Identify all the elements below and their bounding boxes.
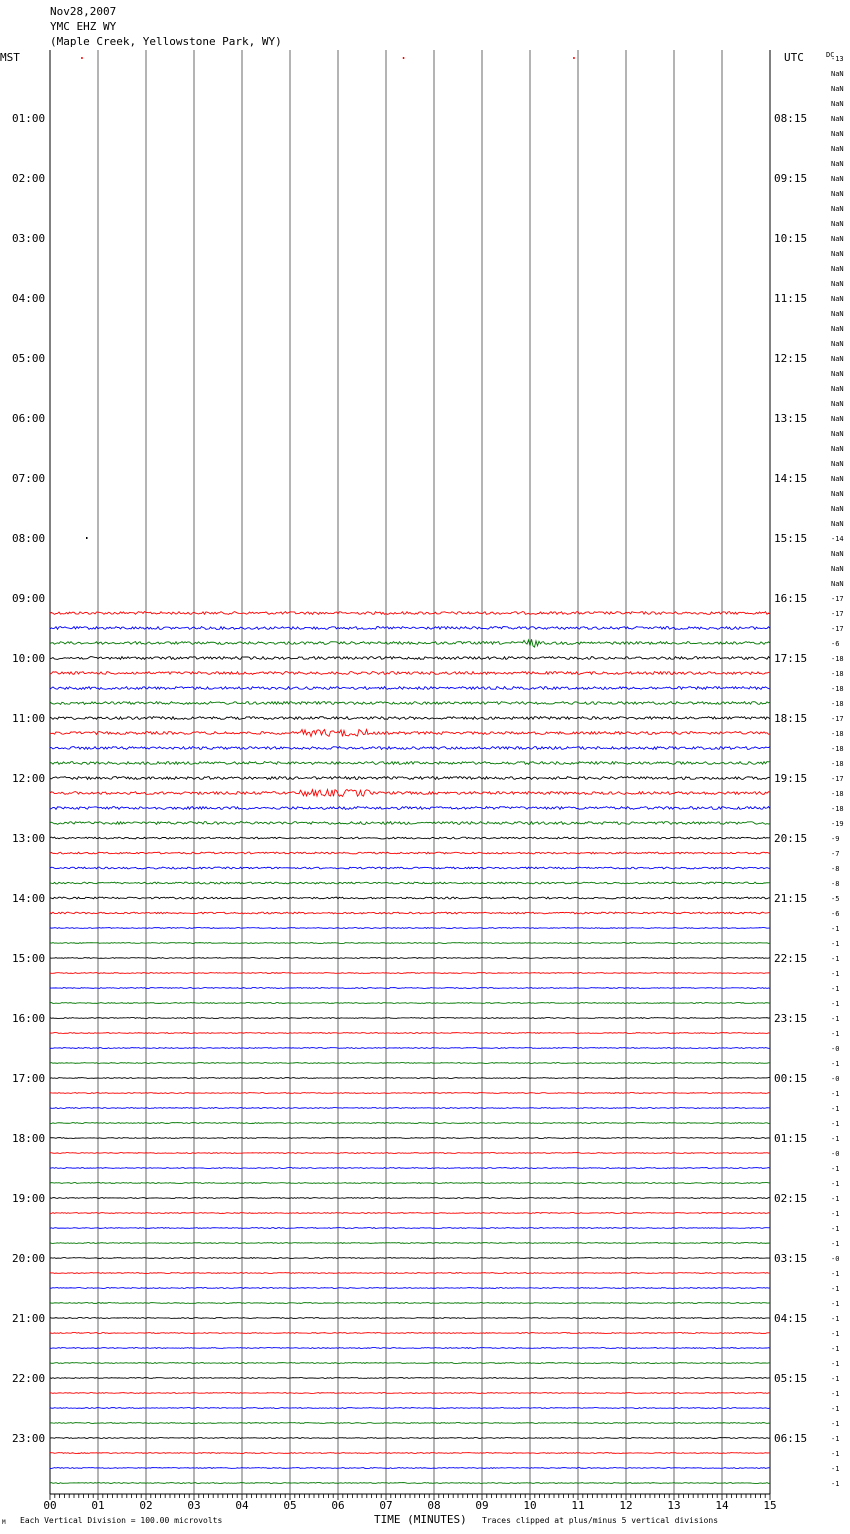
utc-hour-label: 04:15 <box>774 1312 808 1325</box>
row-offset-label: -17 <box>831 595 844 603</box>
row-offset-label: NaN <box>831 520 844 528</box>
row-offset-label: NaN <box>831 100 844 108</box>
row-offset-label: NaN <box>831 460 844 468</box>
trace-line <box>50 1093 770 1094</box>
row-offset-label: NaN <box>831 310 844 318</box>
trace-line <box>50 657 770 660</box>
trace-line <box>50 1198 770 1199</box>
trace-line <box>50 687 770 690</box>
trace-line <box>50 1018 770 1019</box>
row-offset-label: -18 <box>831 670 844 678</box>
trace-line <box>50 1288 770 1289</box>
row-offset-label: -9 <box>831 835 840 843</box>
trace-line <box>50 837 770 839</box>
utc-hour-label: 05:15 <box>774 1372 808 1385</box>
row-offset-label: -1 <box>831 1240 840 1248</box>
trace-line <box>50 1213 770 1214</box>
x-tick-label: 06 <box>331 1499 345 1512</box>
row-offset-label: NaN <box>831 400 844 408</box>
row-offset-label: -18 <box>831 805 844 813</box>
row-offset-label: NaN <box>831 70 844 78</box>
row-offset-label: -1 <box>831 1060 840 1068</box>
utc-hour-label: 22:15 <box>774 952 808 965</box>
trace-line <box>50 1183 770 1184</box>
mst-hour-label: 02:00 <box>12 172 46 185</box>
x-tick-label: 01 <box>91 1499 105 1512</box>
trace-line <box>50 789 770 796</box>
trace-line <box>50 672 770 675</box>
row-offset-label: -14 <box>831 535 844 543</box>
row-offset-label: -8 <box>831 880 840 888</box>
row-offset-label: -1 <box>831 1120 840 1128</box>
header-location: (Maple Creek, Yellowstone Park, WY) <box>50 35 282 48</box>
utc-hour-label: 08:15 <box>774 112 808 125</box>
trace-line <box>50 943 770 944</box>
trace-line <box>50 1078 770 1079</box>
footer-mark: M <box>2 1519 6 1526</box>
x-tick-label: 08 <box>427 1499 441 1512</box>
mst-hour-label: 21:00 <box>12 1312 46 1325</box>
trace-line <box>50 1363 770 1364</box>
mst-hour-label: 18:00 <box>12 1132 46 1145</box>
trace-line <box>50 762 770 765</box>
utc-hour-label: 15:15 <box>774 532 808 545</box>
trace-dot <box>403 57 405 59</box>
trace-line <box>50 747 770 750</box>
row-offset-label: -5 <box>831 895 840 903</box>
row-offset-label: -1 <box>831 1270 840 1278</box>
mst-hour-label: 11:00 <box>12 712 46 725</box>
mst-hour-label: 07:00 <box>12 472 46 485</box>
trace-line <box>50 882 770 884</box>
row-offset-label: NaN <box>831 430 844 438</box>
row-offset-label: -1 <box>831 985 840 993</box>
x-tick-label: 03 <box>187 1499 201 1512</box>
row-offset-label: -1 <box>831 1465 840 1473</box>
trace-line <box>50 612 770 615</box>
row-offset-label: NaN <box>831 325 844 333</box>
row-offset-label: -0 <box>831 1255 840 1263</box>
trace-line <box>50 1108 770 1109</box>
x-tick-label: 11 <box>571 1499 585 1512</box>
trace-line <box>50 1423 770 1424</box>
mst-hour-label: 08:00 <box>12 532 46 545</box>
mst-hour-label: 19:00 <box>12 1192 46 1205</box>
offset-column-label: DC <box>826 51 835 59</box>
x-tick-label: 12 <box>619 1499 633 1512</box>
row-offset-label: NaN <box>831 490 844 498</box>
trace-line <box>50 1003 770 1004</box>
trace-line <box>50 867 770 869</box>
row-offset-label: -17 <box>831 625 844 633</box>
mst-hour-label: 17:00 <box>12 1072 46 1085</box>
row-offset-label: -17 <box>831 715 844 723</box>
mst-hour-label: 06:00 <box>12 412 46 425</box>
row-offset-label: -1 <box>831 1225 840 1233</box>
utc-hour-label: 17:15 <box>774 652 808 665</box>
row-offset-label: NaN <box>831 145 844 153</box>
trace-line <box>50 639 770 647</box>
trace-line <box>50 1048 770 1049</box>
trace-dot <box>86 537 88 539</box>
row-offset-label: -1 <box>831 1345 840 1353</box>
row-offset-label: -1 <box>831 1480 840 1488</box>
row-offset-label: -1 <box>831 1090 840 1098</box>
row-offset-label: -7 <box>831 850 840 858</box>
row-offset-label: NaN <box>831 265 844 273</box>
utc-hour-label: 16:15 <box>774 592 808 605</box>
mst-hour-label: 12:00 <box>12 772 46 785</box>
row-offset-label: NaN <box>831 115 844 123</box>
trace-line <box>50 1123 770 1124</box>
utc-hour-label: 21:15 <box>774 892 808 905</box>
utc-hour-label: 23:15 <box>774 1012 808 1025</box>
plot-grid <box>50 50 770 1500</box>
trace-line <box>50 1483 770 1484</box>
trace-line <box>50 1153 770 1154</box>
row-offset-label: -1 <box>831 1210 840 1218</box>
x-tick-label: 02 <box>139 1499 153 1512</box>
row-offset-label: NaN <box>831 445 844 453</box>
row-offset-label: NaN <box>831 160 844 168</box>
row-offset-label: -0 <box>831 1075 840 1083</box>
mst-hour-label: 13:00 <box>12 832 46 845</box>
trace-line <box>50 1258 770 1259</box>
row-offset-label: -18 <box>831 685 844 693</box>
mst-hour-label: 09:00 <box>12 592 46 605</box>
x-tick-label: 05 <box>283 1499 297 1512</box>
row-offset-label: -1 <box>831 1435 840 1443</box>
footer-clip-note: Traces clipped at plus/minus 5 vertical divisions <box>482 1516 719 1525</box>
trace-line <box>50 912 770 914</box>
row-offset-label: NaN <box>831 565 844 573</box>
trace-line <box>50 1168 770 1169</box>
mst-hour-label: 14:00 <box>12 892 46 905</box>
row-offset-label: -17 <box>831 775 844 783</box>
x-tick-label: 13 <box>667 1499 681 1512</box>
row-offset-label: -1 <box>831 1375 840 1383</box>
row-offset-label: NaN <box>831 280 844 288</box>
trace-line <box>50 1348 770 1349</box>
row-offset-label: -13 <box>831 55 844 63</box>
trace-line <box>50 1303 770 1304</box>
row-offset-label: NaN <box>831 385 844 393</box>
row-offset-label: NaN <box>831 550 844 558</box>
row-offset-label: NaN <box>831 220 844 228</box>
trace-dot <box>573 57 575 59</box>
row-offset-label: -1 <box>831 940 840 948</box>
row-offset-label: NaN <box>831 370 844 378</box>
mst-axis-label: MST <box>0 51 20 64</box>
mst-hour-label: 10:00 <box>12 652 46 665</box>
trace-line <box>50 807 770 810</box>
utc-hour-label: 14:15 <box>774 472 808 485</box>
trace-line <box>50 973 770 974</box>
seismic-traces <box>50 57 770 1483</box>
row-offset-label: NaN <box>831 85 844 93</box>
row-offset-label: -0 <box>831 1045 840 1053</box>
trace-line <box>50 958 770 959</box>
trace-line <box>50 1393 770 1394</box>
row-offset-label: -1 <box>831 1420 840 1428</box>
trace-line <box>50 1378 770 1379</box>
row-offset-label: -1 <box>831 1030 840 1038</box>
row-offset-label: -1 <box>831 1285 840 1293</box>
trace-line <box>50 1063 770 1064</box>
row-offset-label: NaN <box>831 250 844 258</box>
row-offset-label: NaN <box>831 190 844 198</box>
row-offset-label: -1 <box>831 1300 840 1308</box>
row-offset-label: NaN <box>831 580 844 588</box>
utc-hour-label: 13:15 <box>774 412 808 425</box>
row-offset-label: -1 <box>831 1315 840 1323</box>
x-tick-label: 09 <box>475 1499 489 1512</box>
x-axis-title: TIME (MINUTES) <box>374 1513 467 1526</box>
mst-hour-label: 22:00 <box>12 1372 46 1385</box>
trace-line <box>50 1228 770 1229</box>
x-tick-label: 10 <box>523 1499 537 1512</box>
x-tick-label: 15 <box>763 1499 777 1512</box>
row-offset-label: -1 <box>831 1360 840 1368</box>
axis-labels <box>0 51 844 1526</box>
row-offset-label: -1 <box>831 1450 840 1458</box>
mst-hour-label: 23:00 <box>12 1432 46 1445</box>
trace-line <box>50 852 770 854</box>
trace-line <box>50 1138 770 1139</box>
trace-line <box>50 1273 770 1274</box>
row-offset-label: -1 <box>831 955 840 963</box>
trace-line <box>50 1468 770 1469</box>
row-offset-label: -18 <box>831 790 844 798</box>
row-offset-label: -1 <box>831 1135 840 1143</box>
utc-hour-label: 02:15 <box>774 1192 808 1205</box>
trace-line <box>50 1243 770 1244</box>
trace-line <box>50 717 770 720</box>
trace-line <box>50 897 770 899</box>
trace-line <box>50 928 770 929</box>
utc-hour-label: 18:15 <box>774 712 808 725</box>
trace-line <box>50 1453 770 1454</box>
mst-hour-label: 04:00 <box>12 292 46 305</box>
row-offset-label: -19 <box>831 820 844 828</box>
row-offset-label: NaN <box>831 340 844 348</box>
x-tick-label: 00 <box>43 1499 57 1512</box>
row-offset-label: -18 <box>831 760 844 768</box>
utc-axis-label: UTC <box>784 51 804 64</box>
row-offset-label: NaN <box>831 415 844 423</box>
row-offset-label: -18 <box>831 745 844 753</box>
utc-hour-label: 01:15 <box>774 1132 808 1145</box>
trace-line <box>50 1318 770 1319</box>
trace-line <box>50 1438 770 1439</box>
row-offset-label: -18 <box>831 730 844 738</box>
row-offset-label: -1 <box>831 1000 840 1008</box>
row-offset-label: -1 <box>831 1195 840 1203</box>
row-offset-label: NaN <box>831 355 844 363</box>
row-offset-label: NaN <box>831 235 844 243</box>
mst-hour-label: 15:00 <box>12 952 46 965</box>
row-offset-label: NaN <box>831 175 844 183</box>
row-offset-label: -6 <box>831 910 840 918</box>
row-offset-label: -1 <box>831 1405 840 1413</box>
trace-line <box>50 702 770 705</box>
row-offset-label: -1 <box>831 1165 840 1173</box>
row-offset-label: -0 <box>831 1150 840 1158</box>
header-station: YMC EHZ WY <box>50 20 117 33</box>
x-tick-label: 07 <box>379 1499 393 1512</box>
mst-hour-label: 03:00 <box>12 232 46 245</box>
mst-hour-label: 16:00 <box>12 1012 46 1025</box>
footer-scale-note: Each Vertical Division = 100.00 microvolts <box>20 1516 223 1525</box>
mst-hour-label: 20:00 <box>12 1252 46 1265</box>
trace-line <box>50 1033 770 1034</box>
trace-line <box>50 1408 770 1409</box>
row-offset-label: -1 <box>831 925 840 933</box>
trace-dot <box>81 57 83 59</box>
row-offset-label: -8 <box>831 865 840 873</box>
row-offset-label: -6 <box>831 640 840 648</box>
row-offset-label: -1 <box>831 1330 840 1338</box>
trace-line <box>50 729 770 736</box>
utc-hour-label: 10:15 <box>774 232 808 245</box>
trace-line <box>50 627 770 630</box>
utc-hour-label: 19:15 <box>774 772 808 785</box>
row-offset-label: -18 <box>831 655 844 663</box>
row-offset-label: NaN <box>831 130 844 138</box>
row-offset-label: NaN <box>831 205 844 213</box>
utc-hour-label: 09:15 <box>774 172 808 185</box>
mst-hour-label: 01:00 <box>12 112 46 125</box>
trace-line <box>50 1333 770 1334</box>
utc-hour-label: 06:15 <box>774 1432 808 1445</box>
row-offset-label: NaN <box>831 295 844 303</box>
utc-hour-label: 20:15 <box>774 832 808 845</box>
row-offset-label: -1 <box>831 1105 840 1113</box>
utc-hour-label: 12:15 <box>774 352 808 365</box>
trace-line <box>50 777 770 780</box>
row-offset-label: -1 <box>831 1390 840 1398</box>
row-offset-label: -1 <box>831 1015 840 1023</box>
utc-hour-label: 03:15 <box>774 1252 808 1265</box>
trace-line <box>50 822 770 825</box>
mst-hour-label: 05:00 <box>12 352 46 365</box>
row-offset-label: -1 <box>831 970 840 978</box>
row-offset-label: NaN <box>831 475 844 483</box>
row-offset-label: -17 <box>831 610 844 618</box>
x-tick-label: 04 <box>235 1499 249 1512</box>
row-offset-label: NaN <box>831 505 844 513</box>
utc-hour-label: 00:15 <box>774 1072 808 1085</box>
header-date: Nov28,2007 <box>50 5 117 18</box>
x-tick-label: 14 <box>715 1499 729 1512</box>
row-offset-label: -18 <box>831 700 844 708</box>
utc-hour-label: 11:15 <box>774 292 808 305</box>
row-offset-label: -1 <box>831 1180 840 1188</box>
trace-line <box>50 988 770 989</box>
